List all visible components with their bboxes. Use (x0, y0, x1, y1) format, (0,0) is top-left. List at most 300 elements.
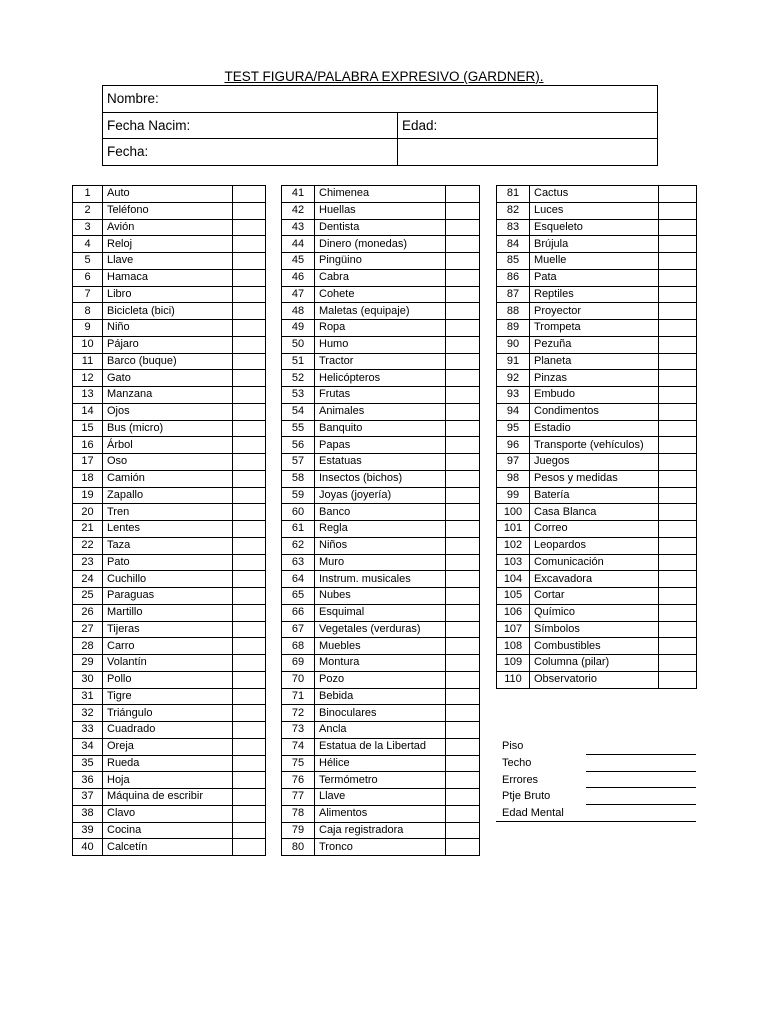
item-score-cell[interactable] (233, 437, 266, 454)
item-word: Instrum. musicales (315, 571, 446, 588)
item-score-cell[interactable] (446, 671, 480, 688)
item-word: Camión (103, 470, 233, 487)
item-row (282, 470, 480, 487)
item-score-cell[interactable] (233, 688, 266, 705)
item-number: 54 (282, 403, 315, 420)
item-score-cell[interactable] (659, 236, 697, 253)
item-row (282, 655, 480, 672)
item-number: 27 (73, 621, 103, 638)
item-number: 14 (73, 403, 103, 420)
item-score-cell[interactable] (446, 387, 480, 404)
item-number: 2 (73, 202, 103, 219)
item-number: 37 (73, 789, 103, 806)
item-word: Bus (micro) (103, 420, 233, 437)
item-score-cell[interactable] (233, 487, 266, 504)
item-word: Tronco (315, 839, 446, 856)
item-word: Proyector (530, 303, 659, 320)
item-number: 52 (282, 370, 315, 387)
item-score-cell[interactable] (659, 638, 697, 655)
item-score-cell[interactable] (659, 554, 697, 571)
item-row (497, 336, 697, 353)
item-score-cell[interactable] (446, 303, 480, 320)
item-row (282, 202, 480, 219)
item-row (73, 504, 266, 521)
item-row (282, 755, 480, 772)
item-number: 104 (497, 571, 530, 588)
item-score-cell[interactable] (233, 320, 266, 337)
item-score-cell[interactable] (233, 236, 266, 253)
item-row (282, 621, 480, 638)
item-score-cell[interactable] (233, 470, 266, 487)
item-score-cell[interactable] (659, 504, 697, 521)
item-word: Cuchillo (103, 571, 233, 588)
item-word: Dinero (monedas) (315, 236, 446, 253)
item-row (73, 420, 266, 437)
item-number: 67 (282, 621, 315, 638)
item-word: Bicicleta (bici) (103, 303, 233, 320)
item-row (73, 202, 266, 219)
edad-field[interactable]: Edad: (398, 112, 658, 139)
item-number: 86 (497, 269, 530, 286)
item-score-cell[interactable] (233, 738, 266, 755)
items-table-1-40 (72, 185, 266, 856)
item-row (73, 387, 266, 404)
item-row (282, 336, 480, 353)
item-row (73, 219, 266, 236)
item-score-cell[interactable] (446, 604, 480, 621)
item-score-cell[interactable] (446, 420, 480, 437)
item-number: 20 (73, 504, 103, 521)
item-score-cell[interactable] (233, 554, 266, 571)
item-score-cell[interactable] (233, 303, 266, 320)
item-row (73, 487, 266, 504)
item-row (497, 286, 697, 303)
item-number: 55 (282, 420, 315, 437)
item-number: 94 (497, 403, 530, 420)
item-score-cell[interactable] (659, 454, 697, 471)
item-number: 44 (282, 236, 315, 253)
item-row (73, 303, 266, 320)
item-row (497, 671, 697, 688)
item-word: Martillo (103, 604, 233, 621)
item-word: Hélice (315, 755, 446, 772)
item-number: 56 (282, 437, 315, 454)
item-score-cell[interactable] (233, 186, 266, 203)
item-row (73, 755, 266, 772)
item-row (73, 805, 266, 822)
item-number: 1 (73, 186, 103, 203)
item-row (282, 705, 480, 722)
item-number: 91 (497, 353, 530, 370)
item-score-cell[interactable] (233, 370, 266, 387)
item-score-cell[interactable] (233, 353, 266, 370)
item-number: 62 (282, 537, 315, 554)
item-number: 30 (73, 671, 103, 688)
item-word: Libro (103, 286, 233, 303)
item-word: Correo (530, 521, 659, 538)
item-word: Chimenea (315, 186, 446, 203)
item-score-cell[interactable] (659, 202, 697, 219)
item-score-cell[interactable] (659, 588, 697, 605)
item-number: 45 (282, 253, 315, 270)
item-score-cell[interactable] (446, 738, 480, 755)
item-score-cell[interactable] (233, 253, 266, 270)
item-word: Muelle (530, 253, 659, 270)
item-word: Batería (530, 487, 659, 504)
item-word: Estadio (530, 420, 659, 437)
item-score-cell[interactable] (659, 336, 697, 353)
item-score-cell[interactable] (446, 236, 480, 253)
item-score-cell[interactable] (659, 437, 697, 454)
item-row (282, 722, 480, 739)
item-row (282, 822, 480, 839)
item-score-cell[interactable] (446, 504, 480, 521)
item-score-cell[interactable] (446, 403, 480, 420)
item-row (282, 638, 480, 655)
item-number: 65 (282, 588, 315, 605)
item-row (497, 571, 697, 588)
item-score-cell[interactable] (659, 387, 697, 404)
item-number: 76 (282, 772, 315, 789)
item-number: 24 (73, 571, 103, 588)
item-word: Tijeras (103, 621, 233, 638)
item-row (497, 320, 697, 337)
item-word: Observatorio (530, 671, 659, 688)
item-word: Insectos (bichos) (315, 470, 446, 487)
item-row (497, 236, 697, 253)
item-score-cell[interactable] (233, 504, 266, 521)
item-row (73, 822, 266, 839)
item-score-cell[interactable] (659, 253, 697, 270)
item-word: Niños (315, 537, 446, 554)
item-number: 32 (73, 705, 103, 722)
item-row (497, 186, 697, 203)
item-score-cell[interactable] (233, 671, 266, 688)
item-score-cell[interactable] (446, 621, 480, 638)
item-number: 83 (497, 219, 530, 236)
item-number: 106 (497, 604, 530, 621)
item-score-cell[interactable] (233, 638, 266, 655)
item-word: Trompeta (530, 320, 659, 337)
ptje-bruto-row (496, 788, 696, 805)
item-row (497, 454, 697, 471)
item-word: Taza (103, 537, 233, 554)
item-score-cell[interactable] (233, 219, 266, 236)
item-score-cell[interactable] (659, 186, 697, 203)
item-row (73, 638, 266, 655)
item-row (282, 253, 480, 270)
edad-mental-row (496, 805, 696, 822)
item-word: Casa Blanca (530, 504, 659, 521)
item-score-cell[interactable] (446, 789, 480, 806)
item-number: 105 (497, 588, 530, 605)
item-score-cell[interactable] (233, 454, 266, 471)
item-score-cell[interactable] (659, 286, 697, 303)
item-score-cell[interactable] (446, 219, 480, 236)
item-score-cell[interactable] (446, 571, 480, 588)
item-word: Oreja (103, 738, 233, 755)
item-number: 8 (73, 303, 103, 320)
item-word: Muro (315, 554, 446, 571)
item-score-cell[interactable] (446, 805, 480, 822)
item-score-cell[interactable] (446, 655, 480, 672)
piso-row (496, 738, 696, 755)
item-score-cell[interactable] (233, 805, 266, 822)
item-score-cell[interactable] (446, 454, 480, 471)
item-score-cell[interactable] (446, 470, 480, 487)
item-score-cell[interactable] (233, 621, 266, 638)
item-word: Cohete (315, 286, 446, 303)
item-score-cell[interactable] (446, 588, 480, 605)
item-score-cell[interactable] (659, 370, 697, 387)
item-row (282, 269, 480, 286)
item-row (73, 571, 266, 588)
item-score-cell[interactable] (446, 269, 480, 286)
item-score-cell[interactable] (233, 269, 266, 286)
item-score-cell[interactable] (659, 420, 697, 437)
item-word: Termómetro (315, 772, 446, 789)
item-row (73, 738, 266, 755)
item-score-cell[interactable] (446, 336, 480, 353)
item-score-cell[interactable] (446, 370, 480, 387)
item-row (73, 688, 266, 705)
item-number: 17 (73, 454, 103, 471)
item-score-cell[interactable] (446, 253, 480, 270)
item-score-cell[interactable] (446, 772, 480, 789)
item-row (497, 269, 697, 286)
item-word: Pinzas (530, 370, 659, 387)
item-word: Avión (103, 219, 233, 236)
item-word: Tren (103, 504, 233, 521)
item-number: 89 (497, 320, 530, 337)
item-row (73, 253, 266, 270)
item-number: 39 (73, 822, 103, 839)
item-word: Combustibles (530, 638, 659, 655)
item-word: Lentes (103, 521, 233, 538)
item-score-cell[interactable] (446, 186, 480, 203)
item-score-cell[interactable] (233, 336, 266, 353)
item-word: Embudo (530, 387, 659, 404)
item-score-cell[interactable] (446, 839, 480, 856)
edad-mental-line[interactable] (496, 821, 696, 822)
item-score-cell[interactable] (659, 470, 697, 487)
item-word: Llave (103, 253, 233, 270)
item-score-cell[interactable] (446, 202, 480, 219)
item-score-cell[interactable] (446, 705, 480, 722)
item-word: Pájaro (103, 336, 233, 353)
item-word: Huellas (315, 202, 446, 219)
item-score-cell[interactable] (659, 353, 697, 370)
item-row (73, 537, 266, 554)
item-word: Árbol (103, 437, 233, 454)
item-score-cell[interactable] (659, 269, 697, 286)
item-word: Juegos (530, 454, 659, 471)
item-word: Maletas (equipaje) (315, 303, 446, 320)
edad-mental-label: Edad Mental (502, 807, 564, 820)
nombre-field[interactable]: Nombre: (103, 86, 658, 113)
item-score-cell[interactable] (659, 521, 697, 538)
item-score-cell[interactable] (446, 521, 480, 538)
item-number: 68 (282, 638, 315, 655)
item-score-cell[interactable] (446, 286, 480, 303)
item-score-cell[interactable] (446, 755, 480, 772)
item-number: 84 (497, 236, 530, 253)
item-word: Humo (315, 336, 446, 353)
items-table-81-110 (496, 185, 697, 689)
item-word: Rueda (103, 755, 233, 772)
item-score-cell[interactable] (659, 571, 697, 588)
item-row (73, 655, 266, 672)
item-score-cell[interactable] (233, 604, 266, 621)
item-number: 71 (282, 688, 315, 705)
item-number: 72 (282, 705, 315, 722)
item-score-cell[interactable] (233, 722, 266, 739)
item-row (497, 621, 697, 638)
item-number: 80 (282, 839, 315, 856)
item-row (73, 470, 266, 487)
item-row (282, 521, 480, 538)
item-row (497, 638, 697, 655)
item-word: Barco (buque) (103, 353, 233, 370)
item-row (497, 554, 697, 571)
item-number: 100 (497, 504, 530, 521)
item-row (497, 604, 697, 621)
item-score-cell[interactable] (233, 839, 266, 856)
item-row (497, 303, 697, 320)
item-row (282, 303, 480, 320)
fecha-nacim-field[interactable]: Fecha Nacim: (103, 112, 398, 139)
item-score-cell[interactable] (233, 772, 266, 789)
item-number: 95 (497, 420, 530, 437)
item-row (282, 420, 480, 437)
item-word: Alimentos (315, 805, 446, 822)
item-score-cell[interactable] (446, 537, 480, 554)
item-score-cell[interactable] (233, 387, 266, 404)
item-row (497, 387, 697, 404)
item-score-cell[interactable] (233, 571, 266, 588)
item-word: Símbolos (530, 621, 659, 638)
item-row (497, 504, 697, 521)
item-score-cell[interactable] (659, 621, 697, 638)
item-score-cell[interactable] (659, 219, 697, 236)
item-number: 96 (497, 437, 530, 454)
item-score-cell[interactable] (446, 554, 480, 571)
item-row (282, 236, 480, 253)
item-word: Triángulo (103, 705, 233, 722)
item-word: Cocina (103, 822, 233, 839)
item-score-cell[interactable] (233, 822, 266, 839)
item-row (73, 186, 266, 203)
item-score-cell[interactable] (233, 755, 266, 772)
item-word: Paraguas (103, 588, 233, 605)
fecha-extra-cell[interactable] (398, 139, 658, 166)
item-word: Estatuas (315, 454, 446, 471)
item-score-cell[interactable] (659, 671, 697, 688)
item-word: Comunicación (530, 554, 659, 571)
item-number: 23 (73, 554, 103, 571)
item-score-cell[interactable] (233, 286, 266, 303)
item-word: Pata (530, 269, 659, 286)
item-score-cell[interactable] (446, 722, 480, 739)
item-row (282, 387, 480, 404)
item-score-cell[interactable] (233, 655, 266, 672)
item-score-cell[interactable] (233, 202, 266, 219)
item-row (73, 789, 266, 806)
item-number: 93 (497, 387, 530, 404)
item-word: Clavo (103, 805, 233, 822)
item-score-cell[interactable] (233, 420, 266, 437)
item-word: Banco (315, 504, 446, 521)
item-score-cell[interactable] (233, 521, 266, 538)
item-word: Gato (103, 370, 233, 387)
item-score-cell[interactable] (446, 822, 480, 839)
item-number: 69 (282, 655, 315, 672)
item-row (282, 286, 480, 303)
item-score-cell[interactable] (659, 655, 697, 672)
piso-label: Piso (502, 740, 524, 752)
fecha-field[interactable]: Fecha: (103, 139, 398, 166)
item-score-cell[interactable] (233, 789, 266, 806)
item-word: Ancla (315, 722, 446, 739)
item-score-cell[interactable] (659, 320, 697, 337)
item-word: Regla (315, 521, 446, 538)
item-number: 60 (282, 504, 315, 521)
item-score-cell[interactable] (446, 437, 480, 454)
item-word: Nubes (315, 588, 446, 605)
item-score-cell[interactable] (446, 353, 480, 370)
item-word: Oso (103, 454, 233, 471)
item-word: Papas (315, 437, 446, 454)
item-row (73, 554, 266, 571)
item-number: 25 (73, 588, 103, 605)
item-word: Ropa (315, 320, 446, 337)
item-score-cell[interactable] (446, 487, 480, 504)
item-row (497, 655, 697, 672)
item-score-cell[interactable] (233, 403, 266, 420)
item-score-cell[interactable] (233, 588, 266, 605)
item-row (497, 202, 697, 219)
item-score-cell[interactable] (659, 487, 697, 504)
item-score-cell[interactable] (446, 320, 480, 337)
item-word: Condimentos (530, 403, 659, 420)
item-row (497, 521, 697, 538)
item-number: 41 (282, 186, 315, 203)
item-row (73, 772, 266, 789)
item-score-cell[interactable] (659, 604, 697, 621)
item-score-cell[interactable] (659, 303, 697, 320)
items-table-41-80 (281, 185, 480, 856)
item-row (73, 588, 266, 605)
item-score-cell[interactable] (446, 688, 480, 705)
item-score-cell[interactable] (233, 537, 266, 554)
item-row (497, 253, 697, 270)
item-row (282, 604, 480, 621)
item-word: Calcetín (103, 839, 233, 856)
item-number: 3 (73, 219, 103, 236)
item-score-cell[interactable] (659, 537, 697, 554)
item-score-cell[interactable] (233, 705, 266, 722)
item-word: Teléfono (103, 202, 233, 219)
item-number: 5 (73, 253, 103, 270)
item-row (73, 353, 266, 370)
item-score-cell[interactable] (659, 403, 697, 420)
item-number: 19 (73, 487, 103, 504)
item-row (282, 454, 480, 471)
item-word: Cortar (530, 588, 659, 605)
item-word: Esquimal (315, 604, 446, 621)
item-score-cell[interactable] (446, 638, 480, 655)
item-number: 13 (73, 387, 103, 404)
